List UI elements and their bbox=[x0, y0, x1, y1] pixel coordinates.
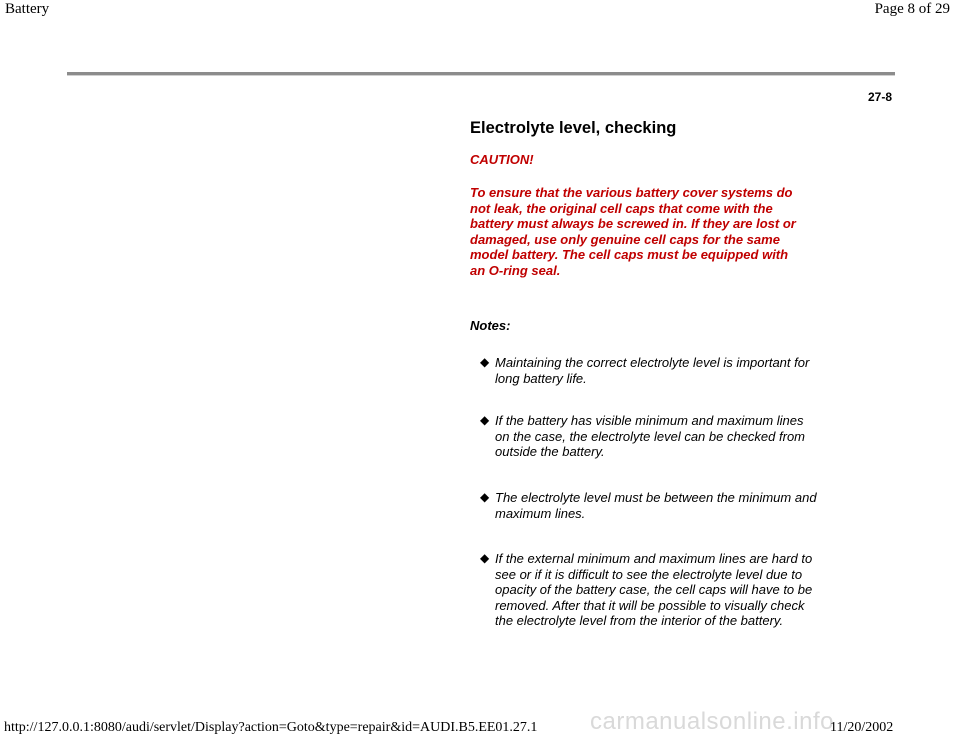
section-heading: Electrolyte level, checking bbox=[470, 119, 677, 137]
notes-label: Notes: bbox=[470, 318, 511, 333]
page-indicator: Page 8 of 29 bbox=[874, 1, 950, 17]
header-rule bbox=[67, 72, 895, 76]
caution-title: CAUTION! bbox=[470, 152, 534, 167]
note-text: Maintaining the correct electrolyte level is important for long battery life. bbox=[495, 355, 810, 386]
note-text: If the battery has visible minimum and maximum lines on the case, the electrolyte level can be checked from outside the battery. bbox=[495, 413, 806, 459]
diamond-bullet-icon: ◆ bbox=[480, 490, 490, 504]
section-page-number: 27-8 bbox=[867, 90, 892, 104]
diamond-bullet-icon: ◆ bbox=[480, 355, 490, 369]
note-item bbox=[480, 413, 820, 460]
note-text: If the external minimum and maximum lines are hard to see or if it is difficult to see the electrolyte level due to opacity of the battery case, the cell caps will have to be removed. After that it will be possible to visually check the electrolyte level from the interior of the battery. bbox=[495, 551, 813, 628]
note-item bbox=[480, 551, 820, 629]
header-title: Battery bbox=[5, 1, 50, 17]
diamond-bullet-icon: ◆ bbox=[480, 413, 490, 427]
note-text: The electrolyte level must be between the minimum and maximum lines. bbox=[495, 490, 817, 521]
diamond-bullet-icon: ◆ bbox=[480, 551, 490, 565]
note-item bbox=[480, 355, 820, 386]
footer-url-link[interactable]: http://127.0.0.1:8080/audi/servlet/Display?action=Goto&type=repair&id=AUDI.B5.EE01.27.1 bbox=[4, 720, 538, 735]
footer-date: 11/20/2002 bbox=[830, 720, 894, 735]
watermark: carmanualsonline.info bbox=[590, 708, 834, 735]
note-item bbox=[480, 490, 820, 521]
caution-text: To ensure that the various battery cover systems do not leak, the original cell caps that come with the battery must always be screwed in. If they are lost or damaged, use only genuine cell caps for the same model battery. The cell caps must be equipped with an O-ring seal. bbox=[470, 185, 796, 278]
